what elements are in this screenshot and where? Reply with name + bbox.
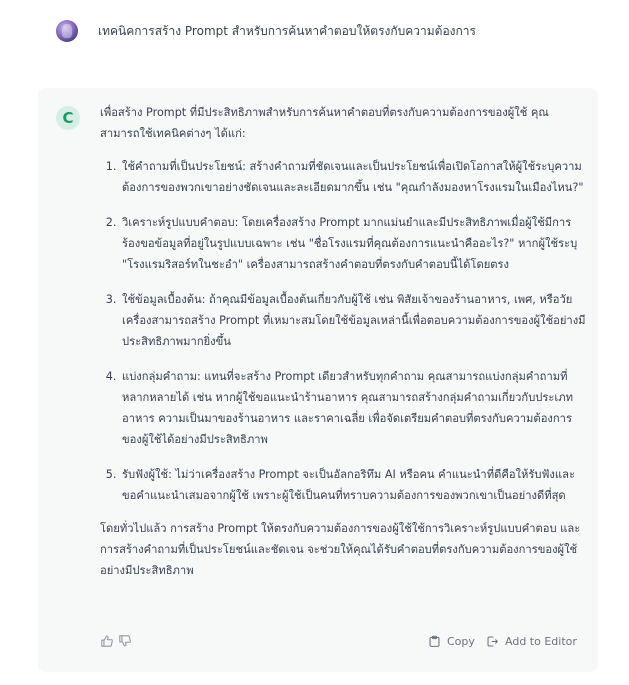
answer-list-item: 1. ใช้คำถามที่เป็นประโยชน์: สร้างคำถามที่ชัดเจนและเป็นประโยชน์เพื่อเปิดโอกาสให้ผู้ใช้ระบุความต้องการของพวกเขาอย่างชัดเจนและละเอียดมากขึ้น เช่น "คุณกำลังมองหาโรงแรมในเมืองไหน?" [120, 156, 586, 198]
answer-list [100, 156, 586, 506]
answer-actions [38, 614, 598, 672]
add-to-editor-button[interactable] [486, 632, 577, 650]
assistant-answer-card [38, 88, 598, 672]
assistant-logo-icon [56, 106, 80, 130]
copy-label: Copy [447, 634, 475, 648]
thumbs-down-icon[interactable] [118, 634, 132, 648]
answer-list-item: 2. วิเคราะห์รูปแบบคำตอบ: โดยเครื่องสร้าง Prompt มากแม่นยำและมีประสิทธิภาพเมื่อผู้ใช้มีการร้องขอข้อมูลที่อยู่ในรูปแบบเฉพาะ เช่น "ชื่อโรงแรมที่คุณต้องการแนะนำคืออะไร?" หากผู้ใช้ระบุ "โรงแรมริสอร์ทในชะอำ" เครื่องสามารถสร้างคำตอบที่ตรงกับคำตอบนี้ได้โดยตรง [120, 212, 586, 275]
answer-list-item: 4. แบ่งกลุ่มคำถาม: แทนที่จะสร้าง Prompt เดียวสำหรับทุกคำถาม คุณสามารถแบ่งกลุ่มคำถามที่หลากหลายได้ เช่น หากผู้ใช้ขอแนะนำร้านอาหาร คุณสามารถสร้างกลุ่มคำถามเกี่ยวกับประเภทอาหาร ความเป็นมาของร้านอาหาร และราคาเฉลี่ย เพื่อจัดเตรียมคำตอบที่ตรงกับความต้องการของผู้ใช้ได้อย่างมีประสิทธิภาพ [120, 366, 586, 450]
assistant-logo-letter: C [62, 109, 74, 127]
export-icon [486, 635, 499, 648]
answer-intro: เพื่อสร้าง Prompt ที่มีประสิทธิภาพสำหรับการค้นหาคำตอบที่ตรงกับความต้องการของผู้ใช้ คุณสามารถใช้เทคนิคต่างๆ ได้แก่: [100, 106, 549, 140]
answer-list-item: 5. รับฟังผู้ใช้: ไม่ว่าเครื่องสร้าง Prompt จะเป็นอัลกอริทึม AI หรือคน คำแนะนำที่ดีคือให้รับฟังและขอคำแนะนำเสมอจากผู้ใช้ เพราะผู้ใช้เป็นคนที่ทราบความต้องการของพวกเขาเป็นอย่างดีที่สุด [120, 464, 586, 506]
user-message-text: เทคนิคการสร้าง Prompt สำหรับการค้นหาคำตอบให้ตรงกับความต้องการ [98, 24, 476, 38]
add-to-editor-label: Add to Editor [505, 634, 577, 648]
clipboard-icon [428, 635, 441, 648]
assistant-answer-content [100, 102, 586, 581]
thumbs-up-icon[interactable] [100, 634, 114, 648]
copy-button[interactable] [428, 632, 475, 650]
user-avatar [56, 20, 78, 42]
answer-conclusion: โดยทั่วไปแล้ว การสร้าง Prompt ให้ตรงกับความต้องการของผู้ใช้ใช้การวิเคราะห์รูปแบบคำตอบ และการสร้างคำถามที่เป็นประโยชน์และชัดเจน จะช่วยให้คุณได้รับคำตอบที่ตรงกับความต้องการของผู้ใช้อย่างมีประสิทธิภาพ [100, 522, 581, 577]
user-message [56, 18, 616, 44]
answer-list-item: 3. ใช้ข้อมูลเบื้องต้น: ถ้าคุณมีข้อมูลเบื้องต้นเกี่ยวกับผู้ใช้ เช่น พิสัยเจ้าของร้านอาหาร, เพศ, หรือวัย เครื่องสามารถสร้าง Prompt ที่เหมาะสมโดยใช้ข้อมูลเหล่านี้เพื่อตอบความต้องการของผู้ใช้อย่างมีประสิทธิภาพมากยิ่งขึ้น [120, 289, 586, 352]
